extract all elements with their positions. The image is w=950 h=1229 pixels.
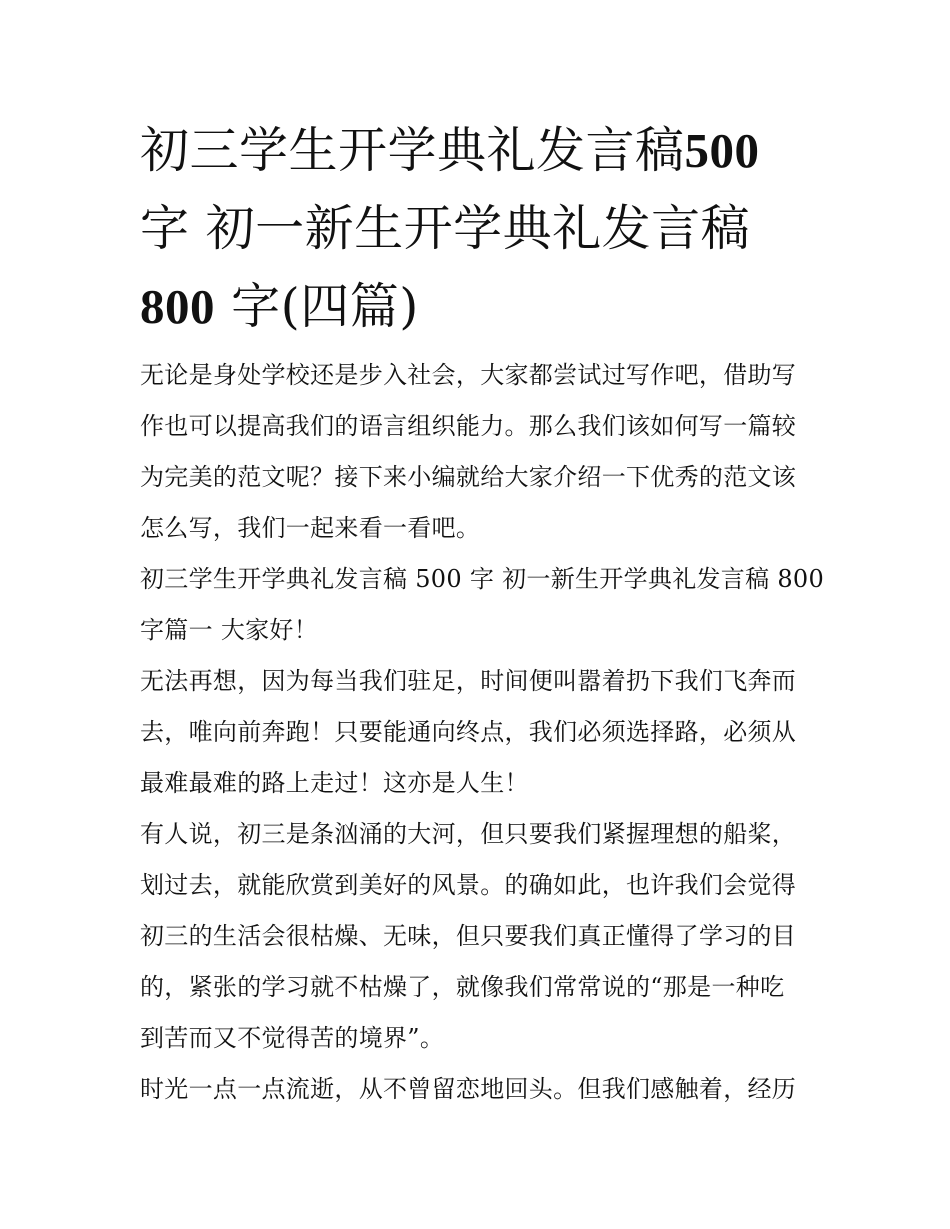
document-body (140, 112, 825, 1115)
body-paragraph: 有人说，初三是条汹涌的大河，但只要我们紧握理想的船桨， 划过去，就能欣赏到美好的风景。的确如此，也许我们会觉得 初三的生活会很枯燥、无味，但只要我们真正懂得了学习的目 的，紧张的学习就不枯燥了，就像我们常常说的“那是一种吃 到苦而又不觉得苦的境界”。 (140, 820, 797, 1052)
title-line: 初三学生开学典礼发言稿500 (140, 122, 760, 179)
body-paragraph: 时光一点一点流逝，从不曾留恋地回头。但我们感触着，经历 (140, 1075, 797, 1103)
body-paragraph: 无法再想，因为每当我们驻足，时间便叫嚣着扔下我们飞奔而 去，唯向前奔跑！只要能通向终点，我们必须选择路，必须从 最难最难的路上走过！这亦是人生！ (140, 667, 797, 797)
title-line: 800 字(四篇) (140, 278, 419, 335)
intro-paragraph: 无论是身处学校还是步入社会，大家都尝试过写作吧，借助写 作也可以提高我们的语言组织能力。那么我们该如何写一篇较 为完美的范文呢？接下来小编就给大家介绍一下优秀的范文该 怎么写，我们一起来看一看吧。 (140, 361, 797, 542)
document-title (140, 112, 812, 346)
section-heading-paragraph: 初三学生开学典礼发言稿 500 字 初一新生开学典礼发言稿 800 字篇一 大家好！ (140, 565, 825, 644)
title-line: 字 初一新生开学典礼发言稿 (140, 200, 751, 257)
